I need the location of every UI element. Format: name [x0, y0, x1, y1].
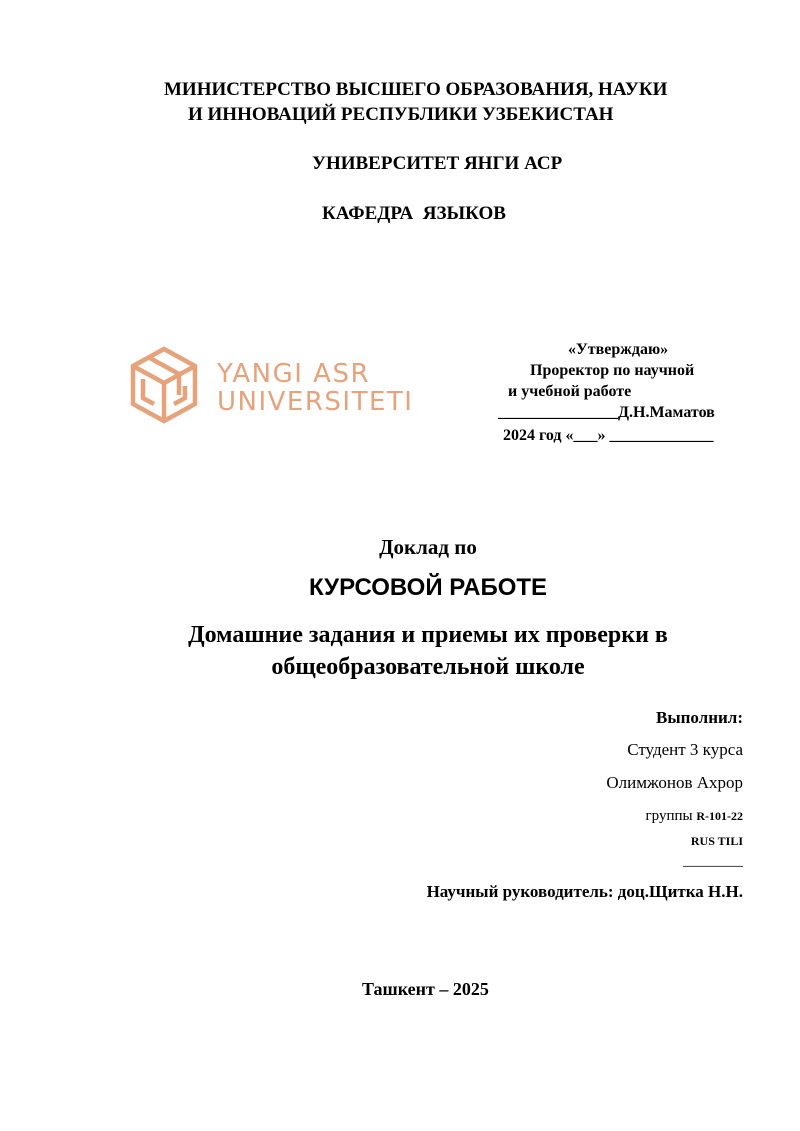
report-label: Доклад по — [379, 535, 477, 559]
topic-line-2: общеобразовательной школе — [271, 654, 585, 680]
department-name: КАФЕДРА ЯЗЫКОВ — [322, 203, 506, 224]
logo-text-line-2: UNIVERSITETI — [217, 387, 414, 417]
group-prefix: группы — [645, 808, 693, 824]
author-name: Олимжонов Ахрор — [606, 773, 743, 792]
ministry-line-2: И ИННОВАЦИЙ РЕСПУБЛИКИ УЗБЕКИСТАН — [188, 104, 614, 125]
author-course: Студент 3 курса — [627, 740, 743, 759]
approval-date-line: 2024 год «___» _____________ — [503, 427, 714, 444]
yangi-asr-cube-icon — [130, 346, 198, 424]
topic-line-1: Домашние задания и приемы их проверки в — [188, 622, 668, 648]
supervisor: Научный руководитель: доц.Щитка Н.Н. — [426, 882, 743, 901]
university-name: УНИВЕРСИТЕТ ЯНГИ АСР — [312, 153, 563, 174]
city-year: Ташкент – 2025 — [362, 979, 489, 999]
author-underline: ________ — [683, 853, 743, 869]
ministry-line-1: МИНИСТЕРСТВО ВЫСШЕГО ОБРАЗОВАНИЯ, НАУКИ — [164, 79, 668, 100]
approval-heading: «Утверждаю» — [568, 341, 669, 358]
author-program: RUS TILI — [690, 834, 743, 848]
author-label: Выполнил: — [655, 708, 743, 727]
logo-text-line-1: YANGI ASR — [217, 359, 371, 389]
approval-signature-line: _______________Д.Н.Маматов — [498, 404, 715, 421]
approval-position-line-1: Проректор по научной — [530, 362, 695, 379]
document-title: КУРСОВОЙ РАБОТЕ — [308, 574, 548, 601]
group-code: R-101-22 — [696, 809, 743, 823]
author-group — [645, 808, 743, 825]
approval-position-line-2: и учебной работе — [508, 383, 632, 400]
